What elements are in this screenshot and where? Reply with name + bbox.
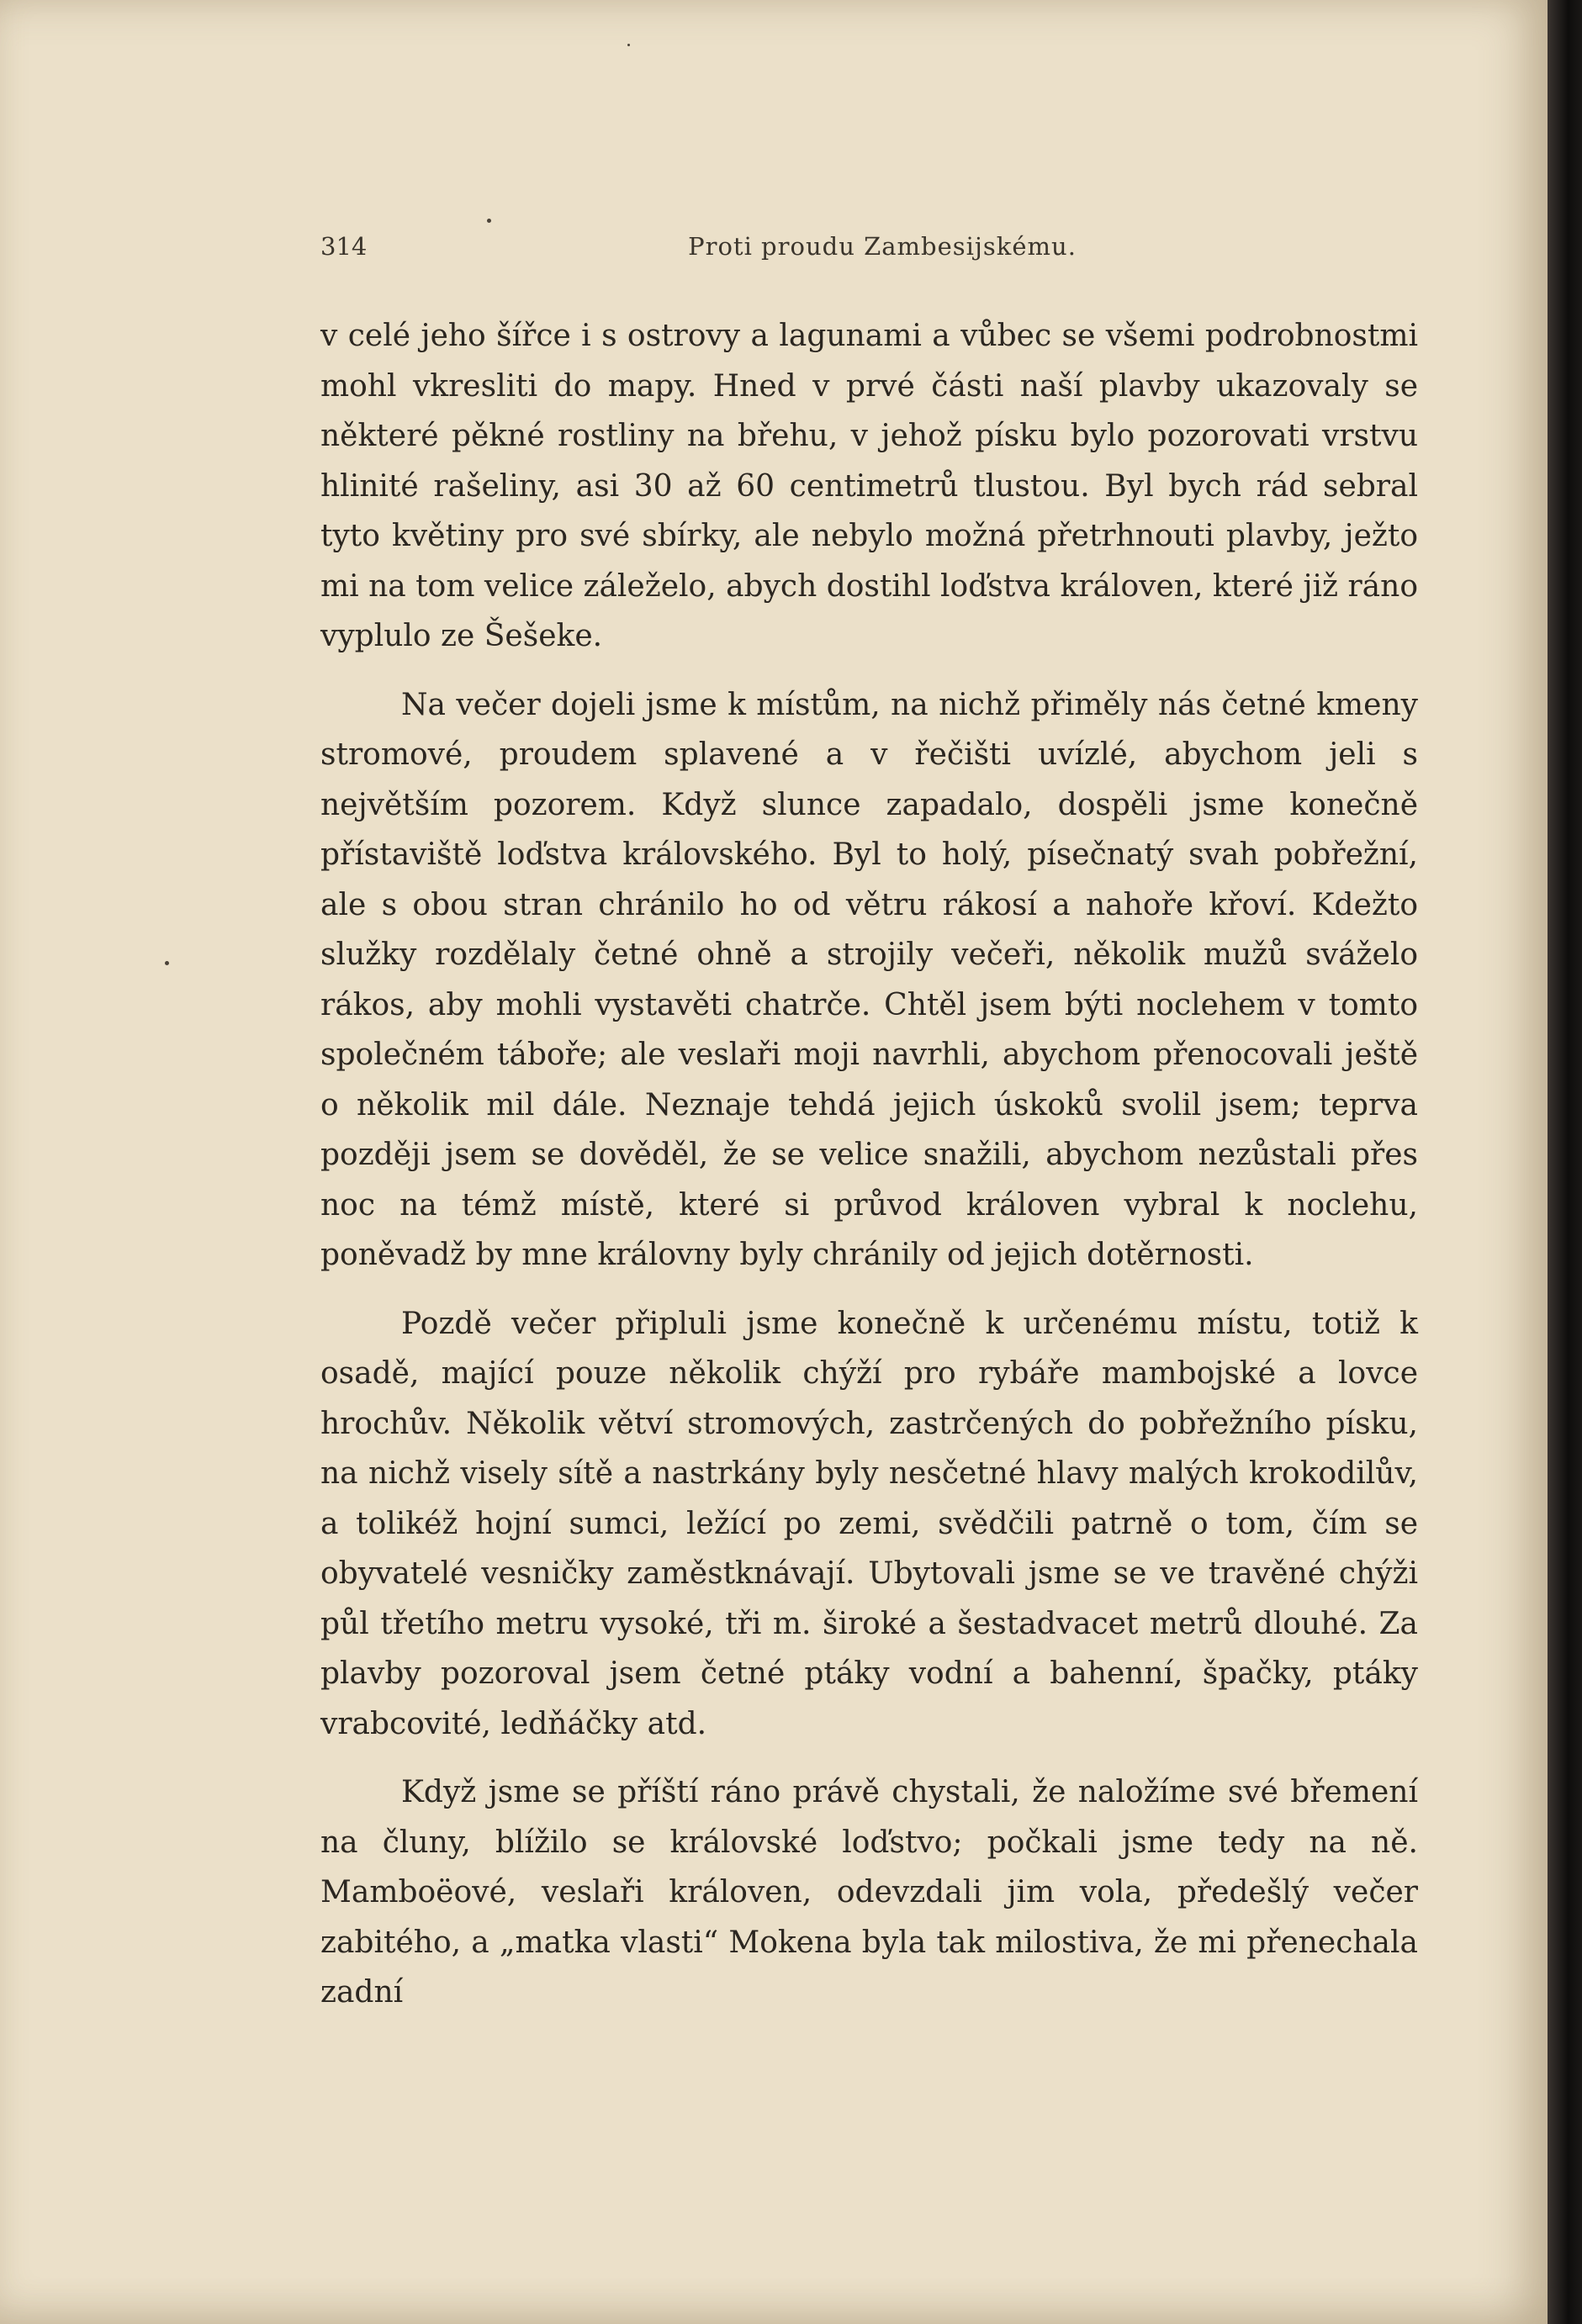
page-header bbox=[320, 232, 1418, 266]
book-spine-edge bbox=[1548, 0, 1582, 2324]
paper-speck bbox=[165, 961, 169, 965]
body-text bbox=[320, 311, 1418, 2036]
running-title: Proti proudu Zambesijskému. bbox=[688, 232, 1077, 261]
page-number: 314 bbox=[320, 232, 368, 261]
paragraph: Pozdě večer připluli jsme konečně k určenému místu, totiž k osadě, mající pouze několik chýží pro rybáře mambojské a lovce hrochův. Několik větví stromových, zastrčených do pobřežního písku, na nichž visely sítě a nastrkány byly nesčetné hlavy malých krokodilův, a tolikéž hojní sumci, ležící po zemi, svědčili patrně o tom, čím se obyvatelé vesničky zaměstknávají. Ubytovali jsme se ve travěné chýži půl třetího metru vysoké, tři m. široké a šestadvacet metrů dlouhé. Za plavby pozoroval jsem četné ptáky vodní a bahenní, špačky, ptáky vrabcovité, ledňáčky atd. bbox=[320, 1306, 1418, 1741]
paragraph: v celé jeho šířce i s ostrovy a lagunami a vůbec se všemi podrobnostmi mohl vkresliti do mapy. Hned v prvé části naší plavby ukazovaly se některé pěkné rostliny na břehu, v jehož písku bylo pozorovati vrstvu hlinité rašeliny, asi 30 až 60 centimetrů tlustou. Byl bych rád sebral tyto květiny pro své sbírky, ale nebylo možná přetrhnouti plavby, ježto mi na tom velice záleželo, abych dostihl loďstva královen, které již ráno vyplulo ze Šešeke. bbox=[320, 319, 1418, 653]
paper-speck bbox=[627, 44, 630, 46]
paragraph: Na večer dojeli jsme k místům, na nichž přiměly nás četné kmeny stromové, proudem splavené a v řečišti uvízlé, abychom jeli s největším pozorem. Když slunce zapadalo, dospěli jsme konečně přístaviště loďstva královského. Byl to holý, písečnatý svah pobřežní, ale s obou stran chránilo ho od větru rákosí a nahoře křoví. Kdežto služky rozdělaly četné ohně a strojily večeři, několik mužů sváželo rákos, aby mohli vystavěti chatrče. Chtěl jsem býti noclehem v tomto společném táboře; ale veslaři moji navrhli, abychom přenocovali ještě o několik mil dále. Neznaje tehdá jejich úskoků svolil jsem; teprva později jsem se dověděl, že se velice snažili, abychom nezůstali přes noc na témž místě, které si průvod královen vybral k noclehu, poněvadž by mne královny byly chránily od jejich dotěrnosti. bbox=[320, 687, 1418, 1272]
paper-speck bbox=[487, 219, 491, 223]
paragraph: Když jsme se příští ráno právě chystali, že naložíme své břemení na čluny, blížilo se královské loďstvo; počkali jsme tedy na ně. Mamboëové, veslaři královen, odevzdali jim vola, předešlý večer zabitého, a „matka vlasti“ Mokena byla tak milostiva, že mi přenechala zadní bbox=[320, 1775, 1418, 2010]
